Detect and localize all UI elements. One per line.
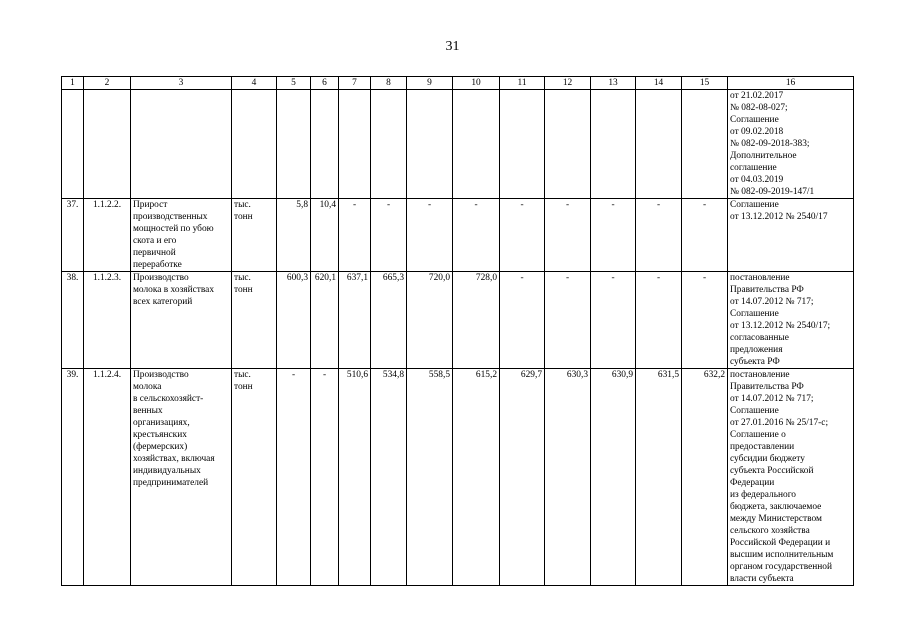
column-header: 11 — [500, 77, 545, 90]
value-cell: 615,2 — [453, 369, 500, 586]
indicator-name: Производство молока в сельскохозяйст- венных организациях, крестьянских (фермерских) хозяйствах, включая индивидуальных предпринимателей — [131, 369, 232, 586]
row-code — [84, 90, 131, 199]
basis-note: от 21.02.2017 № 082-08-027; Соглашение от 09.02.2018 № 082-09-2018-383; Дополнительное соглашение от 04.03.2019 № 082-09-2019-147/1 — [728, 90, 854, 199]
basis-note: постановление Правительства РФ от 14.07.2012 № 717; Соглашение от 27.01.2016 № 25/17-с; Соглашение о предоставлении субсидии бюджету субъекта Российской Федерации из федерального бюджета, заключаемое между Министерством сельского хозяйства Российской Федерации и высшим исполнительным органом государственной власти субъекта — [728, 369, 854, 586]
indicator-name: Производство молока в хозяйствах всех категорий — [131, 272, 232, 369]
value-cell — [311, 90, 339, 199]
value-cell: 631,5 — [636, 369, 682, 586]
value-cell: - — [500, 272, 545, 369]
value-cell — [407, 90, 453, 199]
value-cell — [371, 90, 407, 199]
value-cell: - — [636, 199, 682, 272]
table-row — [62, 272, 854, 369]
value-cell: 629,7 — [500, 369, 545, 586]
value-cell: - — [453, 199, 500, 272]
column-header: 8 — [371, 77, 407, 90]
column-header: 6 — [311, 77, 339, 90]
row-number — [62, 90, 84, 199]
value-cell: 558,5 — [407, 369, 453, 586]
value-cell: - — [311, 369, 339, 586]
column-header: 7 — [339, 77, 371, 90]
basis-note: постановление Правительства РФ от 14.07.2012 № 717; Соглашение от 13.12.2012 № 2540/17; согласованные предложения субъекта РФ — [728, 272, 854, 369]
column-header: 10 — [453, 77, 500, 90]
value-cell — [682, 90, 728, 199]
column-header: 5 — [277, 77, 311, 90]
value-cell: 630,9 — [591, 369, 636, 586]
value-cell: 5,8 — [277, 199, 311, 272]
column-header: 1 — [62, 77, 84, 90]
table-row — [62, 369, 854, 586]
value-cell: - — [371, 199, 407, 272]
value-cell: 637,1 — [339, 272, 371, 369]
value-cell — [636, 90, 682, 199]
value-cell: 728,0 — [453, 272, 500, 369]
value-cell: - — [636, 272, 682, 369]
value-cell: - — [339, 199, 371, 272]
value-cell: 720,0 — [407, 272, 453, 369]
value-cell: - — [682, 199, 728, 272]
value-cell: - — [545, 199, 591, 272]
value-cell: - — [407, 199, 453, 272]
column-header: 14 — [636, 77, 682, 90]
value-cell: 534,8 — [371, 369, 407, 586]
value-cell — [453, 90, 500, 199]
unit-cell: тыс. тонн — [232, 369, 277, 586]
value-cell: 620,1 — [311, 272, 339, 369]
value-cell: - — [277, 369, 311, 586]
value-cell — [500, 90, 545, 199]
value-cell — [545, 90, 591, 199]
column-header: 13 — [591, 77, 636, 90]
column-header: 4 — [232, 77, 277, 90]
value-cell: 665,3 — [371, 272, 407, 369]
column-header: 15 — [682, 77, 728, 90]
value-cell: 10,4 — [311, 199, 339, 272]
value-cell: 630,3 — [545, 369, 591, 586]
value-cell — [339, 90, 371, 199]
value-cell: - — [682, 272, 728, 369]
value-cell: - — [591, 199, 636, 272]
row-number: 38. — [62, 272, 84, 369]
value-cell: 632,2 — [682, 369, 728, 586]
row-code: 1.1.2.2. — [84, 199, 131, 272]
column-number-row — [62, 77, 854, 90]
row-number: 39. — [62, 369, 84, 586]
indicator-name: Прирост производственных мощностей по убою скота и его первичной переработке — [131, 199, 232, 272]
value-cell: 510,6 — [339, 369, 371, 586]
table-row — [62, 90, 854, 199]
indicator-name — [131, 90, 232, 199]
value-cell — [277, 90, 311, 199]
value-cell: 600,3 — [277, 272, 311, 369]
column-header: 12 — [545, 77, 591, 90]
value-cell: - — [500, 199, 545, 272]
value-cell: - — [591, 272, 636, 369]
column-header: 2 — [84, 77, 131, 90]
table-row — [62, 199, 854, 272]
unit-cell: тыс. тонн — [232, 199, 277, 272]
basis-note: Соглашение от 13.12.2012 № 2540/17 — [728, 199, 854, 272]
row-code: 1.1.2.4. — [84, 369, 131, 586]
unit-cell — [232, 90, 277, 199]
row-number: 37. — [62, 199, 84, 272]
column-header: 3 — [131, 77, 232, 90]
indicators-table — [61, 76, 854, 586]
unit-cell: тыс. тонн — [232, 272, 277, 369]
page-number: 31 — [445, 39, 460, 54]
column-header: 9 — [407, 77, 453, 90]
value-cell: - — [545, 272, 591, 369]
value-cell — [591, 90, 636, 199]
column-header: 16 — [728, 77, 854, 90]
row-code: 1.1.2.3. — [84, 272, 131, 369]
